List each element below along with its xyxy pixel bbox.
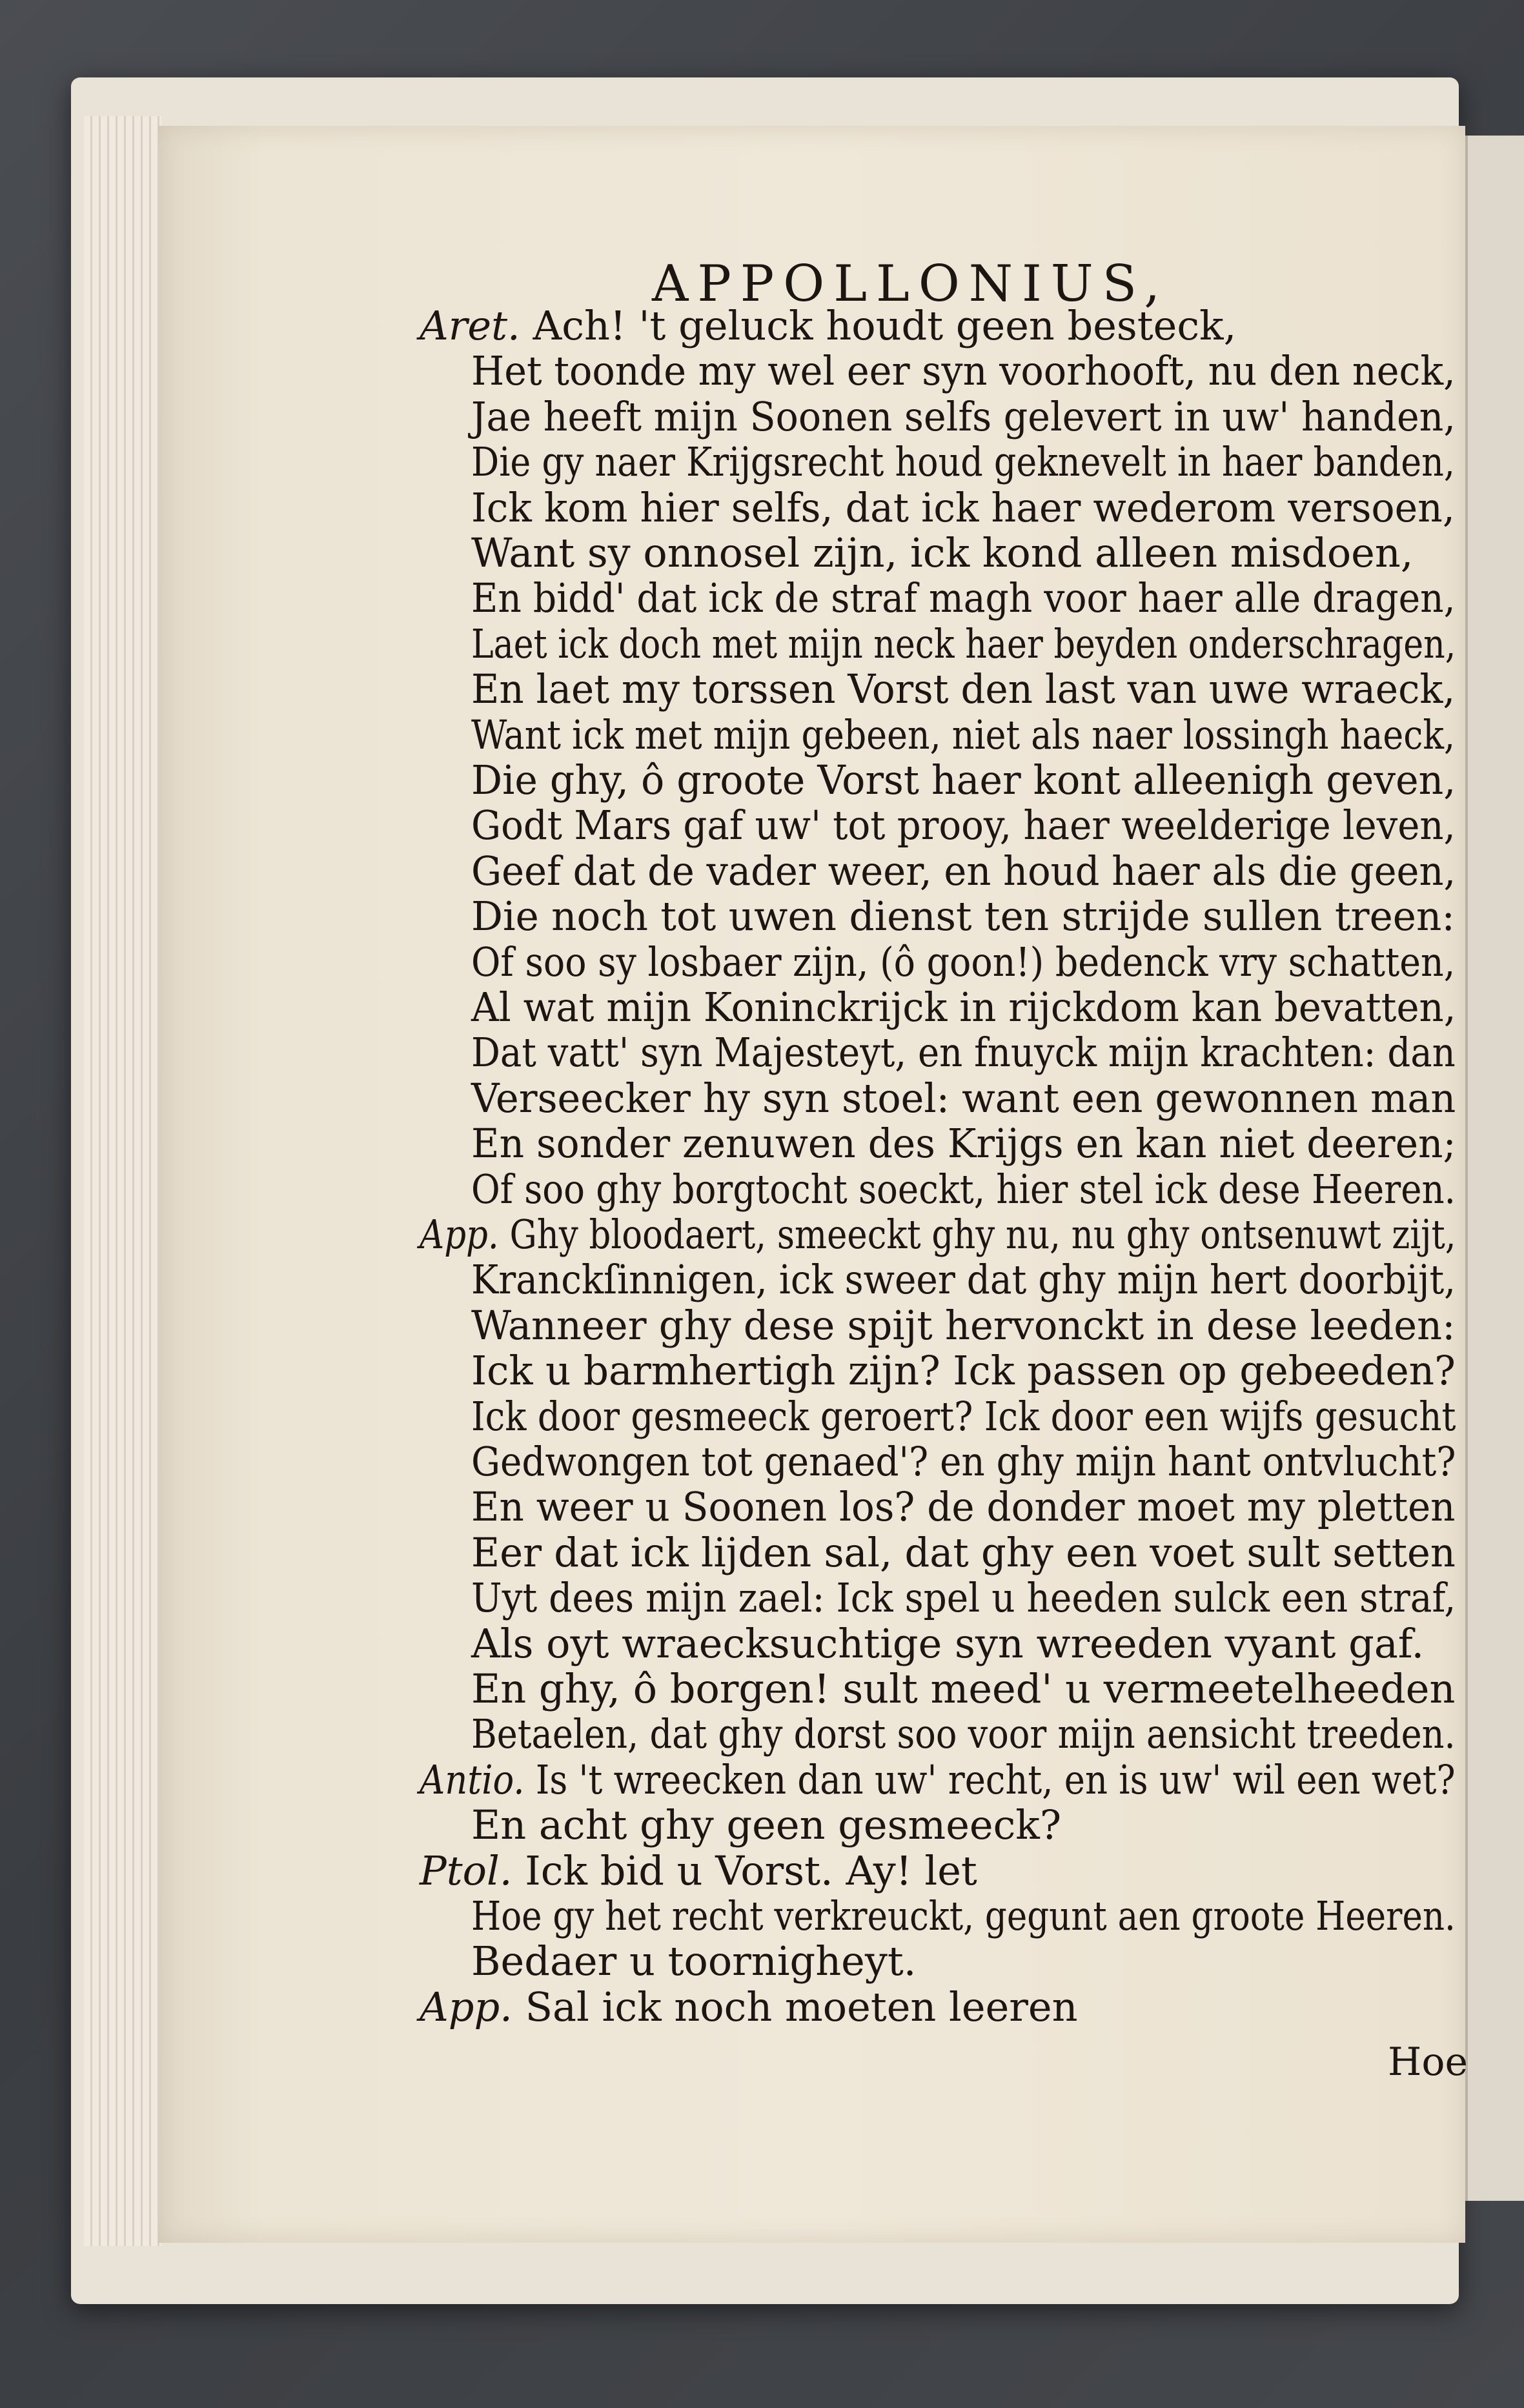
line-text: Die ghy, ô groote Vorst haer kont alleenigh geven, [471, 756, 1456, 804]
line-text: Ach! 't geluck houdt geen besteck, [533, 302, 1237, 349]
verse-line [471, 1439, 1456, 1484]
line-text: Ick u barmhertigh zijn? Ick passen op gebeeden? [471, 1347, 1456, 1395]
line-text: Hoe gy het recht verkreuckt, gegunt aen groote Heeren. [471, 1892, 1456, 1939]
line-text: En weer u Soonen los? de donder moet my pletten [471, 1483, 1456, 1531]
line-text: En bidd' dat ick de straf magh voor haer alle dragen, [471, 574, 1456, 622]
verse-line [471, 1484, 1456, 1530]
speaker-label: Ptol. [420, 1846, 513, 1894]
verse-line [471, 1257, 1456, 1302]
verse-line [471, 531, 1414, 576]
line-text: Die gy naer Krijgsrecht houd geknevelt in haer banden, [471, 438, 1456, 486]
line-text: Of soo sy losbaer zijn, (ô goon!) bedenck vry schatten, [471, 938, 1456, 986]
verse-line [471, 1121, 1456, 1166]
line-text: Ghy bloodaert, smeeckt ghy nu, nu ghy ontsenuwt zijt, [509, 1211, 1456, 1258]
speaker-label: App. [420, 1983, 513, 2030]
verse-line [471, 1621, 1424, 1666]
verse-line [471, 485, 1455, 531]
line-text: Laet ick doch met mijn neck haer beyden onderschragen, [471, 620, 1456, 667]
line-text: Ick kom hier selfs, dat ick haer wederom versoen, [471, 483, 1455, 531]
verse-line [420, 1757, 1456, 1803]
line-text: Gedwongen tot genaed'? en ghy mijn hant ontvlucht? [471, 1438, 1456, 1485]
verse-line [471, 1348, 1456, 1393]
verse-line [471, 713, 1455, 758]
verse-line [471, 576, 1456, 621]
verse-line [420, 1848, 977, 1894]
verse-line [471, 1894, 1456, 1939]
line-text: Dat vatt' syn Majesteyt, en fnuyck mijn krachten: dan [471, 1029, 1456, 1077]
verse-line [471, 1939, 917, 1984]
verse-line [471, 440, 1455, 485]
line-text: En acht ghy geen gesmeeck? [471, 1801, 1062, 1849]
line-text: En laet my torssen Vorst den last van uwe wraeck, [471, 665, 1456, 713]
catchword: Hoe [1388, 2039, 1468, 2085]
speaker-label: Aret. [420, 302, 520, 349]
verse-line [471, 803, 1456, 848]
verse-line [471, 1394, 1456, 1439]
running-head: APPOLLONIUS, [652, 255, 1170, 313]
line-text: Als oyt wraecksuchtige syn wreeden vyant gaf. [471, 1619, 1425, 1667]
verse-line [471, 1076, 1456, 1121]
verse-line [471, 667, 1455, 712]
verse-line [420, 1985, 1078, 2030]
verse-line [471, 1030, 1456, 1075]
line-text: Al wat mijn Koninckrijck in rijckdom kan bevatten, [471, 984, 1456, 1031]
line-text: Eer dat ick lijden sal, dat ghy een voet sult setten [471, 1528, 1456, 1576]
speaker-label: Antio. [420, 1755, 525, 1803]
verse-line [471, 1575, 1456, 1621]
verse-line [471, 849, 1456, 894]
verse-line [471, 1666, 1455, 1712]
line-text: Kranckſinnigen, ick sweer dat ghy mijn hert doorbijt, [471, 1256, 1456, 1304]
line-text: Ick door gesmeeck geroert? Ick door een wijfs gesucht [471, 1392, 1456, 1440]
line-text: Het toonde my wel eer syn voorhooft, nu den neck, [471, 347, 1456, 395]
line-text: Sal ick noch moeten leeren [525, 1983, 1078, 2030]
line-text: Of soo ghy borgtocht soeckt, hier stel ick dese Heeren. [471, 1165, 1456, 1213]
verse-line [471, 1167, 1456, 1212]
line-text: Wanneer ghy dese spijt hervonckt in dese leeden: [471, 1301, 1456, 1349]
line-text: Uyt dees mijn zael: Ick spel u heeden sulck een straf, [471, 1574, 1456, 1622]
speaker-label: App. [420, 1211, 499, 1258]
line-text: Die noch tot uwen dienst ten strijde sullen treen: [471, 893, 1455, 940]
verse-line [471, 349, 1456, 394]
verse-line [420, 303, 1236, 349]
line-text: Godt Mars gaf uw' tot prooy, haer weelderige leven, [471, 802, 1456, 849]
line-text: Verseecker hy syn stoel: want een gewonnen man [471, 1074, 1456, 1122]
line-text: Is 't wreecken dan uw' recht, en is uw' wil een wet? [535, 1755, 1456, 1803]
line-text: Bedaer u toornigheyt. [471, 1938, 917, 1985]
line-text: Geef dat de vader weer, en houd haer als die geen, [471, 847, 1456, 895]
verse-line [471, 1303, 1455, 1348]
verse-line [471, 1530, 1456, 1575]
verse-line [471, 622, 1456, 667]
line-text: Ick bid u Vorst. Ay! let [525, 1846, 977, 1894]
line-text: Want ick met mijn gebeen, niet als naer lossingh haeck, [471, 711, 1456, 758]
verse-line [471, 940, 1455, 985]
verse-line [471, 894, 1455, 939]
line-text: Jae heeft mijn Soonen selfs gelevert in uw' handen, [471, 392, 1456, 440]
verse-line [471, 758, 1456, 803]
line-text: En ghy, ô borgen! sult meed' u vermeetelheeden [471, 1665, 1456, 1712]
verse-line [471, 1712, 1456, 1757]
verse-line [471, 394, 1456, 440]
line-text: Betaelen, dat ghy dorst soo voor mijn aensicht treeden. [471, 1710, 1456, 1758]
line-text: En sonder zenuwen des Krijgs en kan niet deeren; [471, 1120, 1456, 1168]
line-text: Want sy onnosel zijn, ick kond alleen misdoen, [471, 529, 1414, 576]
verse-line [420, 1212, 1456, 1257]
verse-line [471, 985, 1456, 1030]
verse-line [471, 1803, 1061, 1848]
